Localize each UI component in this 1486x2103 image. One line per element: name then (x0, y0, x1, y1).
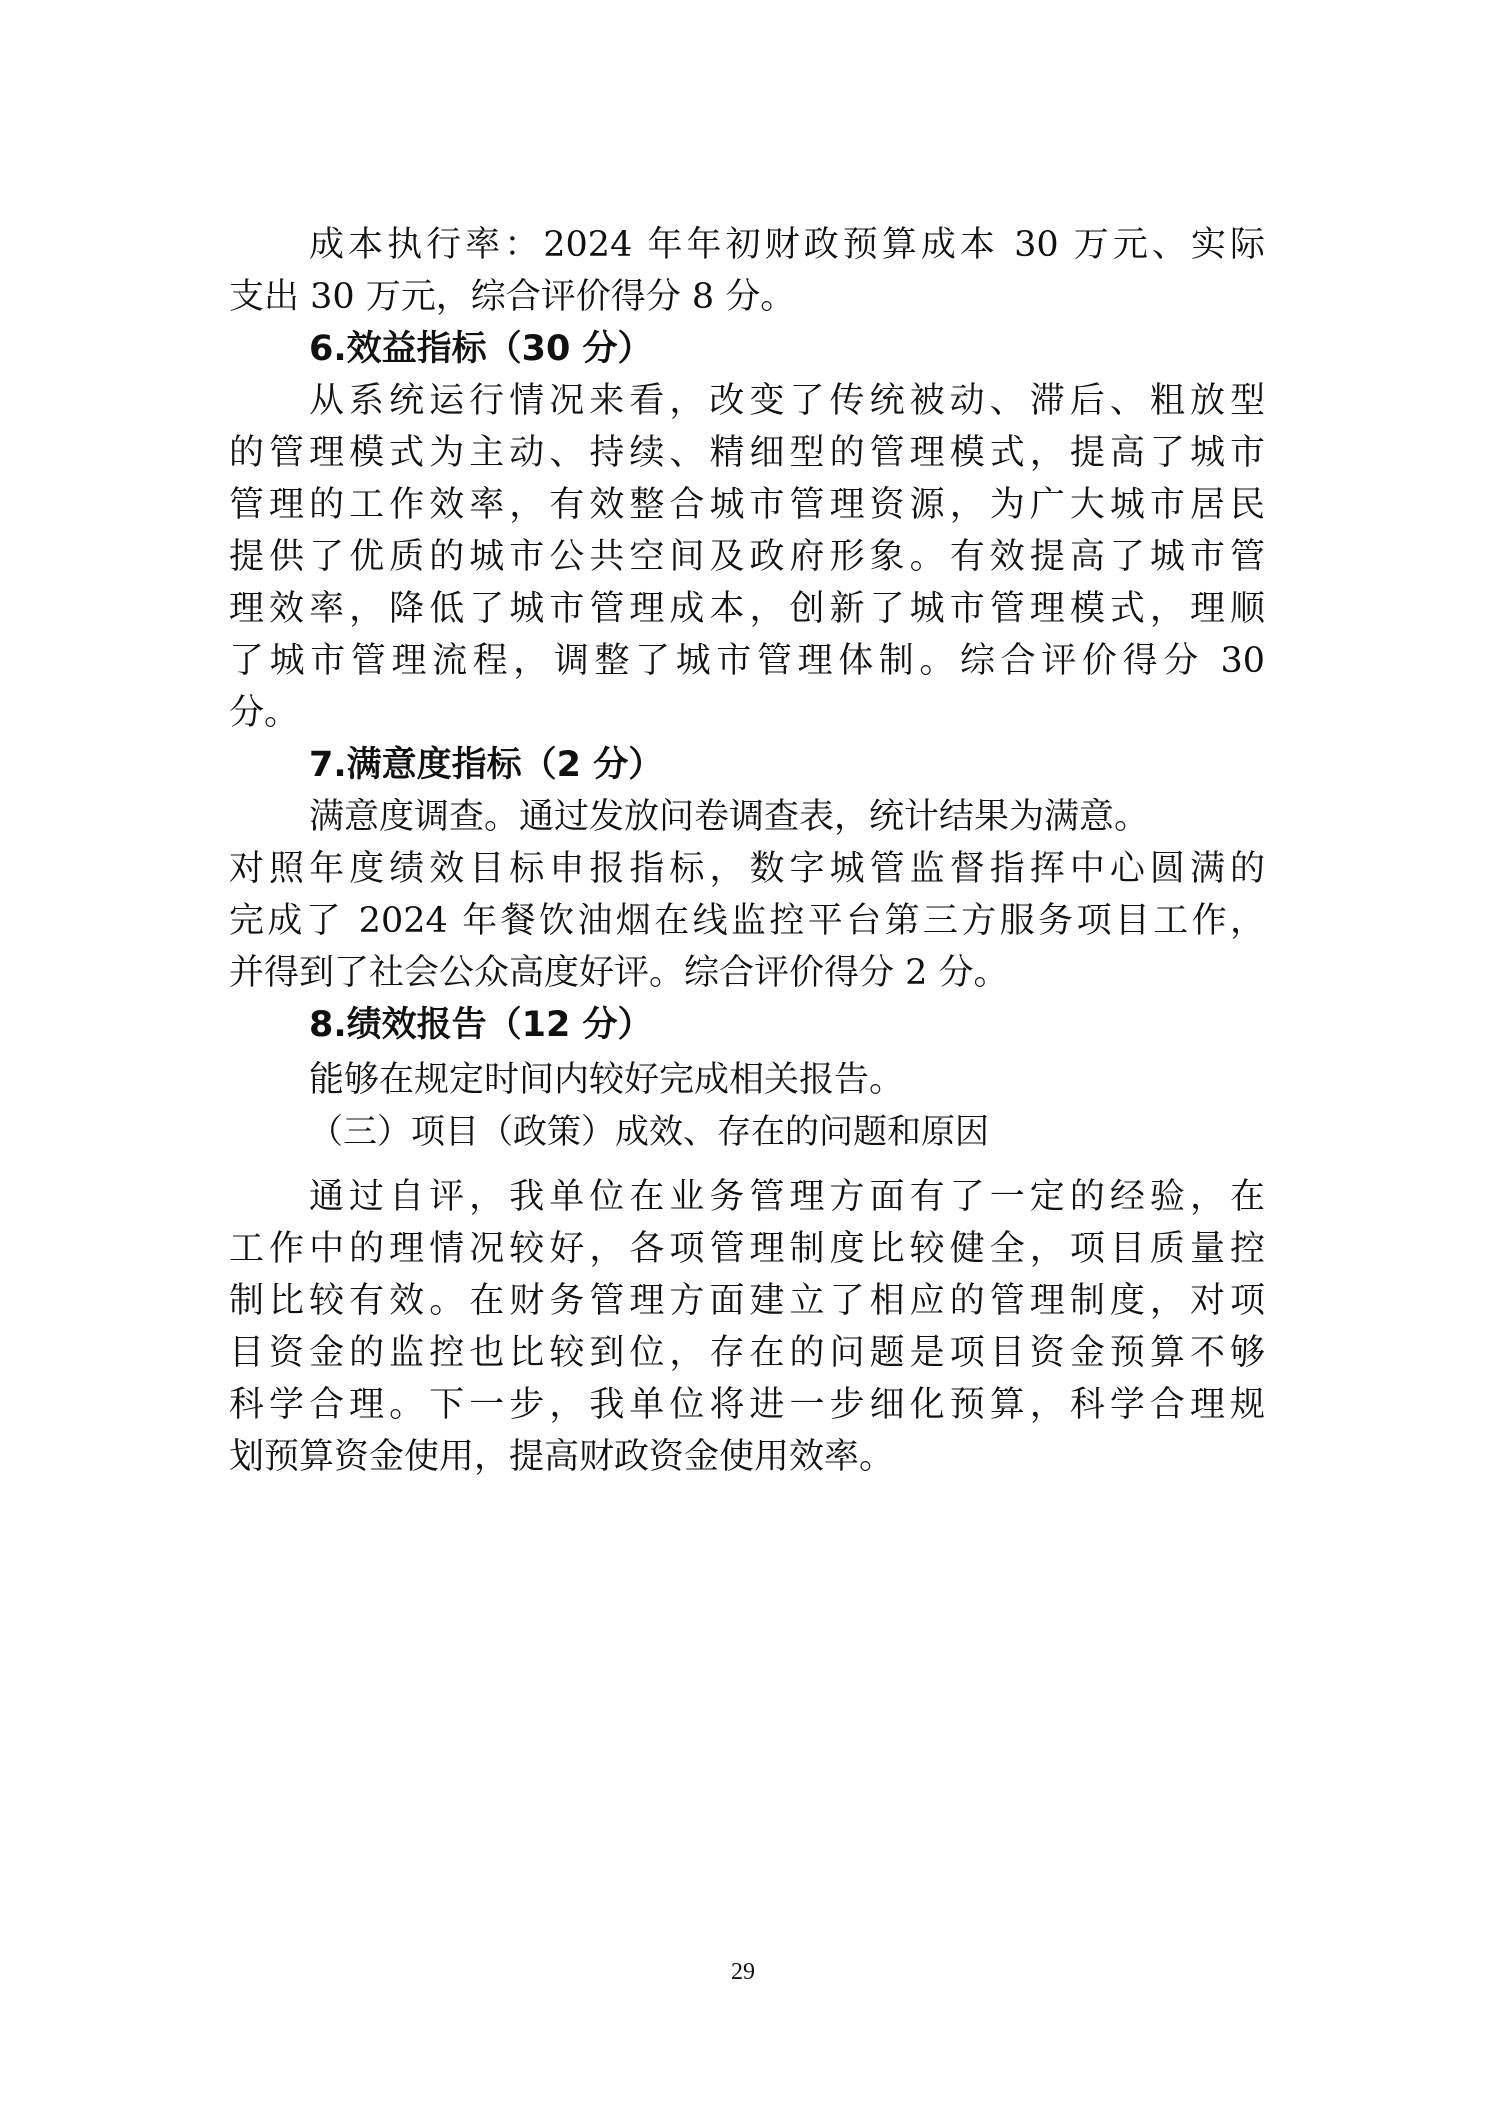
paragraph-line: 工作中的理情况较好，各项管理制度比较健全，项目质量控 (229, 1229, 1265, 1269)
paragraph-line: 从系统运行情况来看，改变了传统被动、滞后、粗放型 (309, 381, 1265, 421)
page-number: 29 (731, 1959, 755, 1985)
paragraph-line: 管理的工作效率，有效整合城市管理资源，为广大城市居民 (229, 485, 1265, 525)
section-heading: 6.效益指标（30 分） (309, 329, 653, 369)
paragraph-line: 成本执行率：2024 年年初财政预算成本 30 万元、实际 (309, 225, 1265, 265)
paragraph-line: 通过自评，我单位在业务管理方面有了一定的经验，在 (309, 1177, 1265, 1217)
paragraph-line: 科学合理。下一步，我单位将进一步细化预算，科学合理规 (229, 1385, 1265, 1425)
paragraph-line: 对照年度绩效目标申报指标，数字城管监督指挥中心圆满的 (229, 849, 1265, 889)
paragraph-line: 支出 30 万元，综合评价得分 8 分。 (229, 277, 796, 317)
paragraph-line: 划预算资金使用，提高财政资金使用效率。 (229, 1437, 895, 1477)
section-heading: 8.绩效报告（12 分） (309, 1005, 653, 1045)
paragraph-line: 完成了 2024 年餐饮油烟在线监控平台第三方服务项目工作， (229, 901, 1265, 941)
paragraph-line: 了城市管理流程，调整了城市管理体制。综合评价得分 30 (229, 641, 1265, 681)
paragraph-line: 并得到了社会公众高度好评。综合评价得分 2 分。 (229, 953, 1009, 993)
paragraph-line: 的管理模式为主动、持续、精细型的管理模式，提高了城市 (229, 433, 1265, 473)
subsection-heading: （三）项目（政策）成效、存在的问题和原因 (309, 1112, 989, 1152)
paragraph-line: 能够在规定时间内较好完成相关报告。 (309, 1060, 905, 1100)
paragraph-line: 理效率，降低了城市管理成本，创新了城市管理模式，理顺 (229, 589, 1265, 629)
paragraph-line: 分。 (229, 693, 300, 733)
section-heading: 7.满意度指标（2 分） (309, 745, 664, 785)
paragraph-line: 制比较有效。在财务管理方面建立了相应的管理制度，对项 (229, 1281, 1265, 1321)
paragraph-line: 目资金的监控也比较到位，存在的问题是项目资金预算不够 (229, 1333, 1265, 1373)
paragraph-line: 提供了优质的城市公共空间及政府形象。有效提高了城市管 (229, 537, 1265, 577)
paragraph-line: 满意度调查。通过发放问卷调查表，统计结果为满意。 (309, 797, 1150, 837)
